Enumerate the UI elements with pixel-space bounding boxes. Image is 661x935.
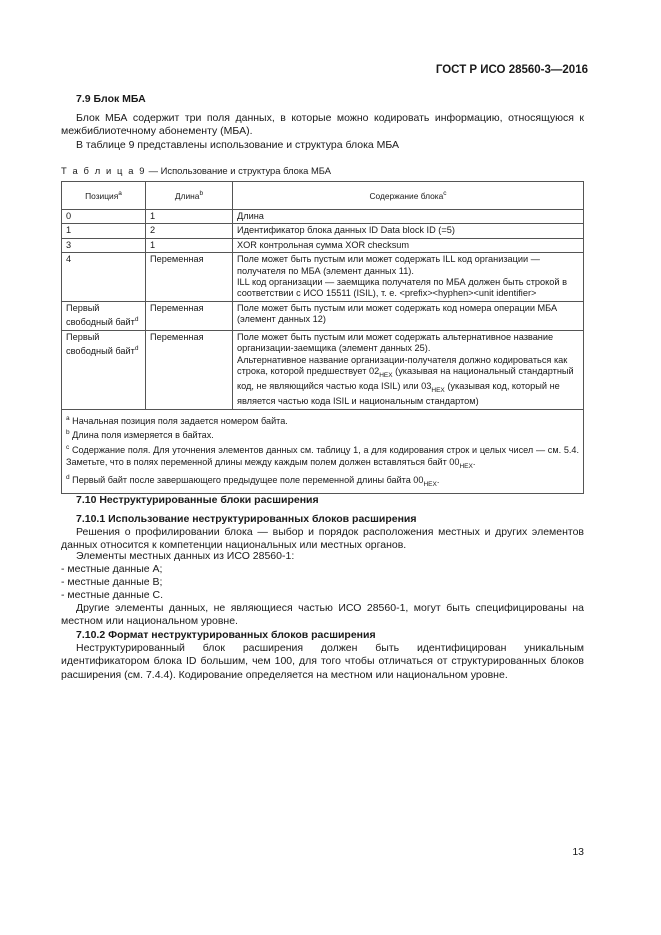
cell-content: Длина (233, 210, 584, 224)
column-header-length: Длина$^b$ (146, 182, 233, 210)
footnote-c: $^c$ Содержание поля. Для уточнения элементов данных см. таблицу 1, а для кодирования строк и целых чисел — см. 5.4. Заметьте, что в полях переменной длины между каждым полем должен вставляться байт $00_{HEX}$. (66, 444, 579, 470)
cell-length: Переменная (146, 330, 233, 409)
footnotes-cell (62, 409, 584, 493)
cell-content: Поле может быть пустым или может содержать код номера операции МБА (элемент данных 12) (233, 301, 584, 330)
table-header-row (62, 182, 584, 210)
cell-length: 1 (146, 210, 233, 224)
cell-position: 0 (62, 210, 146, 224)
table-row (62, 224, 584, 238)
section-7-9-title: 7.9 Блок МБА (76, 93, 146, 105)
list-item: - местные данные С. (61, 589, 164, 601)
list-item: - местные данные В; (61, 576, 163, 588)
table-row (62, 301, 584, 330)
list-item: - местные данные А; (61, 563, 163, 575)
section-7-10-1-paragraph-3: Другие элементы данных, не являющиеся частью ИСО 28560-1, могут быть специфицированы на местном или национальном уровне. (61, 602, 584, 628)
table-caption-text: — Использование и структура блока МБА (146, 165, 331, 176)
table-row (62, 238, 584, 252)
cell-position: 3 (62, 238, 146, 252)
section-7-10-1-paragraph-1: Решения о профилировании блока — выбор и порядок расположения местных и других элементов данных относится к компетенции национальных или местных органов. (61, 526, 584, 552)
page-number: 13 (572, 846, 584, 858)
section-7-10-2-paragraph-1: Неструктурированный блок расширения должен быть идентифицирован уникальным идентификатором блока ID большим, чем 100, для того чтобы отличаться от структурированных блоков расширения (см. 7.4.4). Кодирование определяется на местном или национальном уровне. (61, 642, 584, 681)
table-row (62, 210, 584, 224)
cell-length: 2 (146, 224, 233, 238)
table-row (62, 253, 584, 302)
cell-content: Поле может быть пустым или может содержать альтернативное название организации-заемщика (элемент данных 25). Альтернативное название организации-получателя должно кодироваться как строка, которой предшествует $02_{HEX}$ (указывая на национальный стандартный код, не являющийся частью кода ISIL) или $03_{HEX}$ (указывая код, который не является частью кода ISIL и национальным стандартом) (233, 330, 584, 409)
section-7-10-1-title: 7.10.1 Использование неструктурированных блоков расширения (76, 513, 417, 525)
column-header-position: Позиция$^a$ (62, 182, 146, 210)
cell-length: 1 (146, 238, 233, 252)
section-7-9-paragraph-1: Блок МБА содержит три поля данных, в которые можно кодировать информацию, относящуюся к межбиблиотечному абонементу (МБА). (61, 112, 584, 138)
cell-length: Переменная (146, 253, 233, 302)
table-9 (61, 181, 584, 494)
section-7-10-title: 7.10 Неструктурированные блоки расширения (76, 494, 319, 506)
cell-position: 4 (62, 253, 146, 302)
table-row (62, 330, 584, 409)
footnote-d: $^d$ Первый байт после завершающего предыдущее поле переменной длины байта $00_{HEX}$. (66, 474, 440, 488)
cell-content: XOR контрольная сумма XOR checksum (233, 238, 584, 252)
section-7-9-paragraph-2: В таблице 9 представлены использование и структура блока МБА (76, 139, 400, 151)
cell-content: Поле может быть пустым или может содержать ILL код организации — получателя по МБА (элемент данных 11). ILL код организации — заемщика получателя по МБА должен быть строкой в соответствии с ИСО 15511 (ISIL), т. е. <prefix><hyphen><unit identifier> (233, 253, 584, 302)
footnote-a: $^a$ Начальная позиция поля задается номером байта. (66, 414, 288, 426)
cell-length: Переменная (146, 301, 233, 330)
section-7-10-2-title: 7.10.2 Формат неструктурированных блоков расширения (76, 629, 376, 641)
cell-position: Первый свободный байт$^d$ (62, 301, 146, 330)
document-header: ГОСТ Р ИСО 28560-3—2016 (435, 64, 588, 76)
footnote-b: $^b$ Длина поля измеряется в байтах. (66, 429, 214, 441)
table-caption-label: Т а б л и ц а 9 (61, 165, 147, 176)
cell-position: Первый свободный байт$^d$ (62, 330, 146, 409)
cell-content: Идентификатор блока данных ID Data block ID (=5) (233, 224, 584, 238)
table-footnotes (62, 409, 584, 493)
table-caption (61, 165, 331, 176)
cell-position: 1 (62, 224, 146, 238)
column-header-content: Содержание блока$^c$ (233, 182, 584, 210)
section-7-10-1-paragraph-2: Элементы местных данных из ИСО 28560-1: (76, 550, 295, 562)
